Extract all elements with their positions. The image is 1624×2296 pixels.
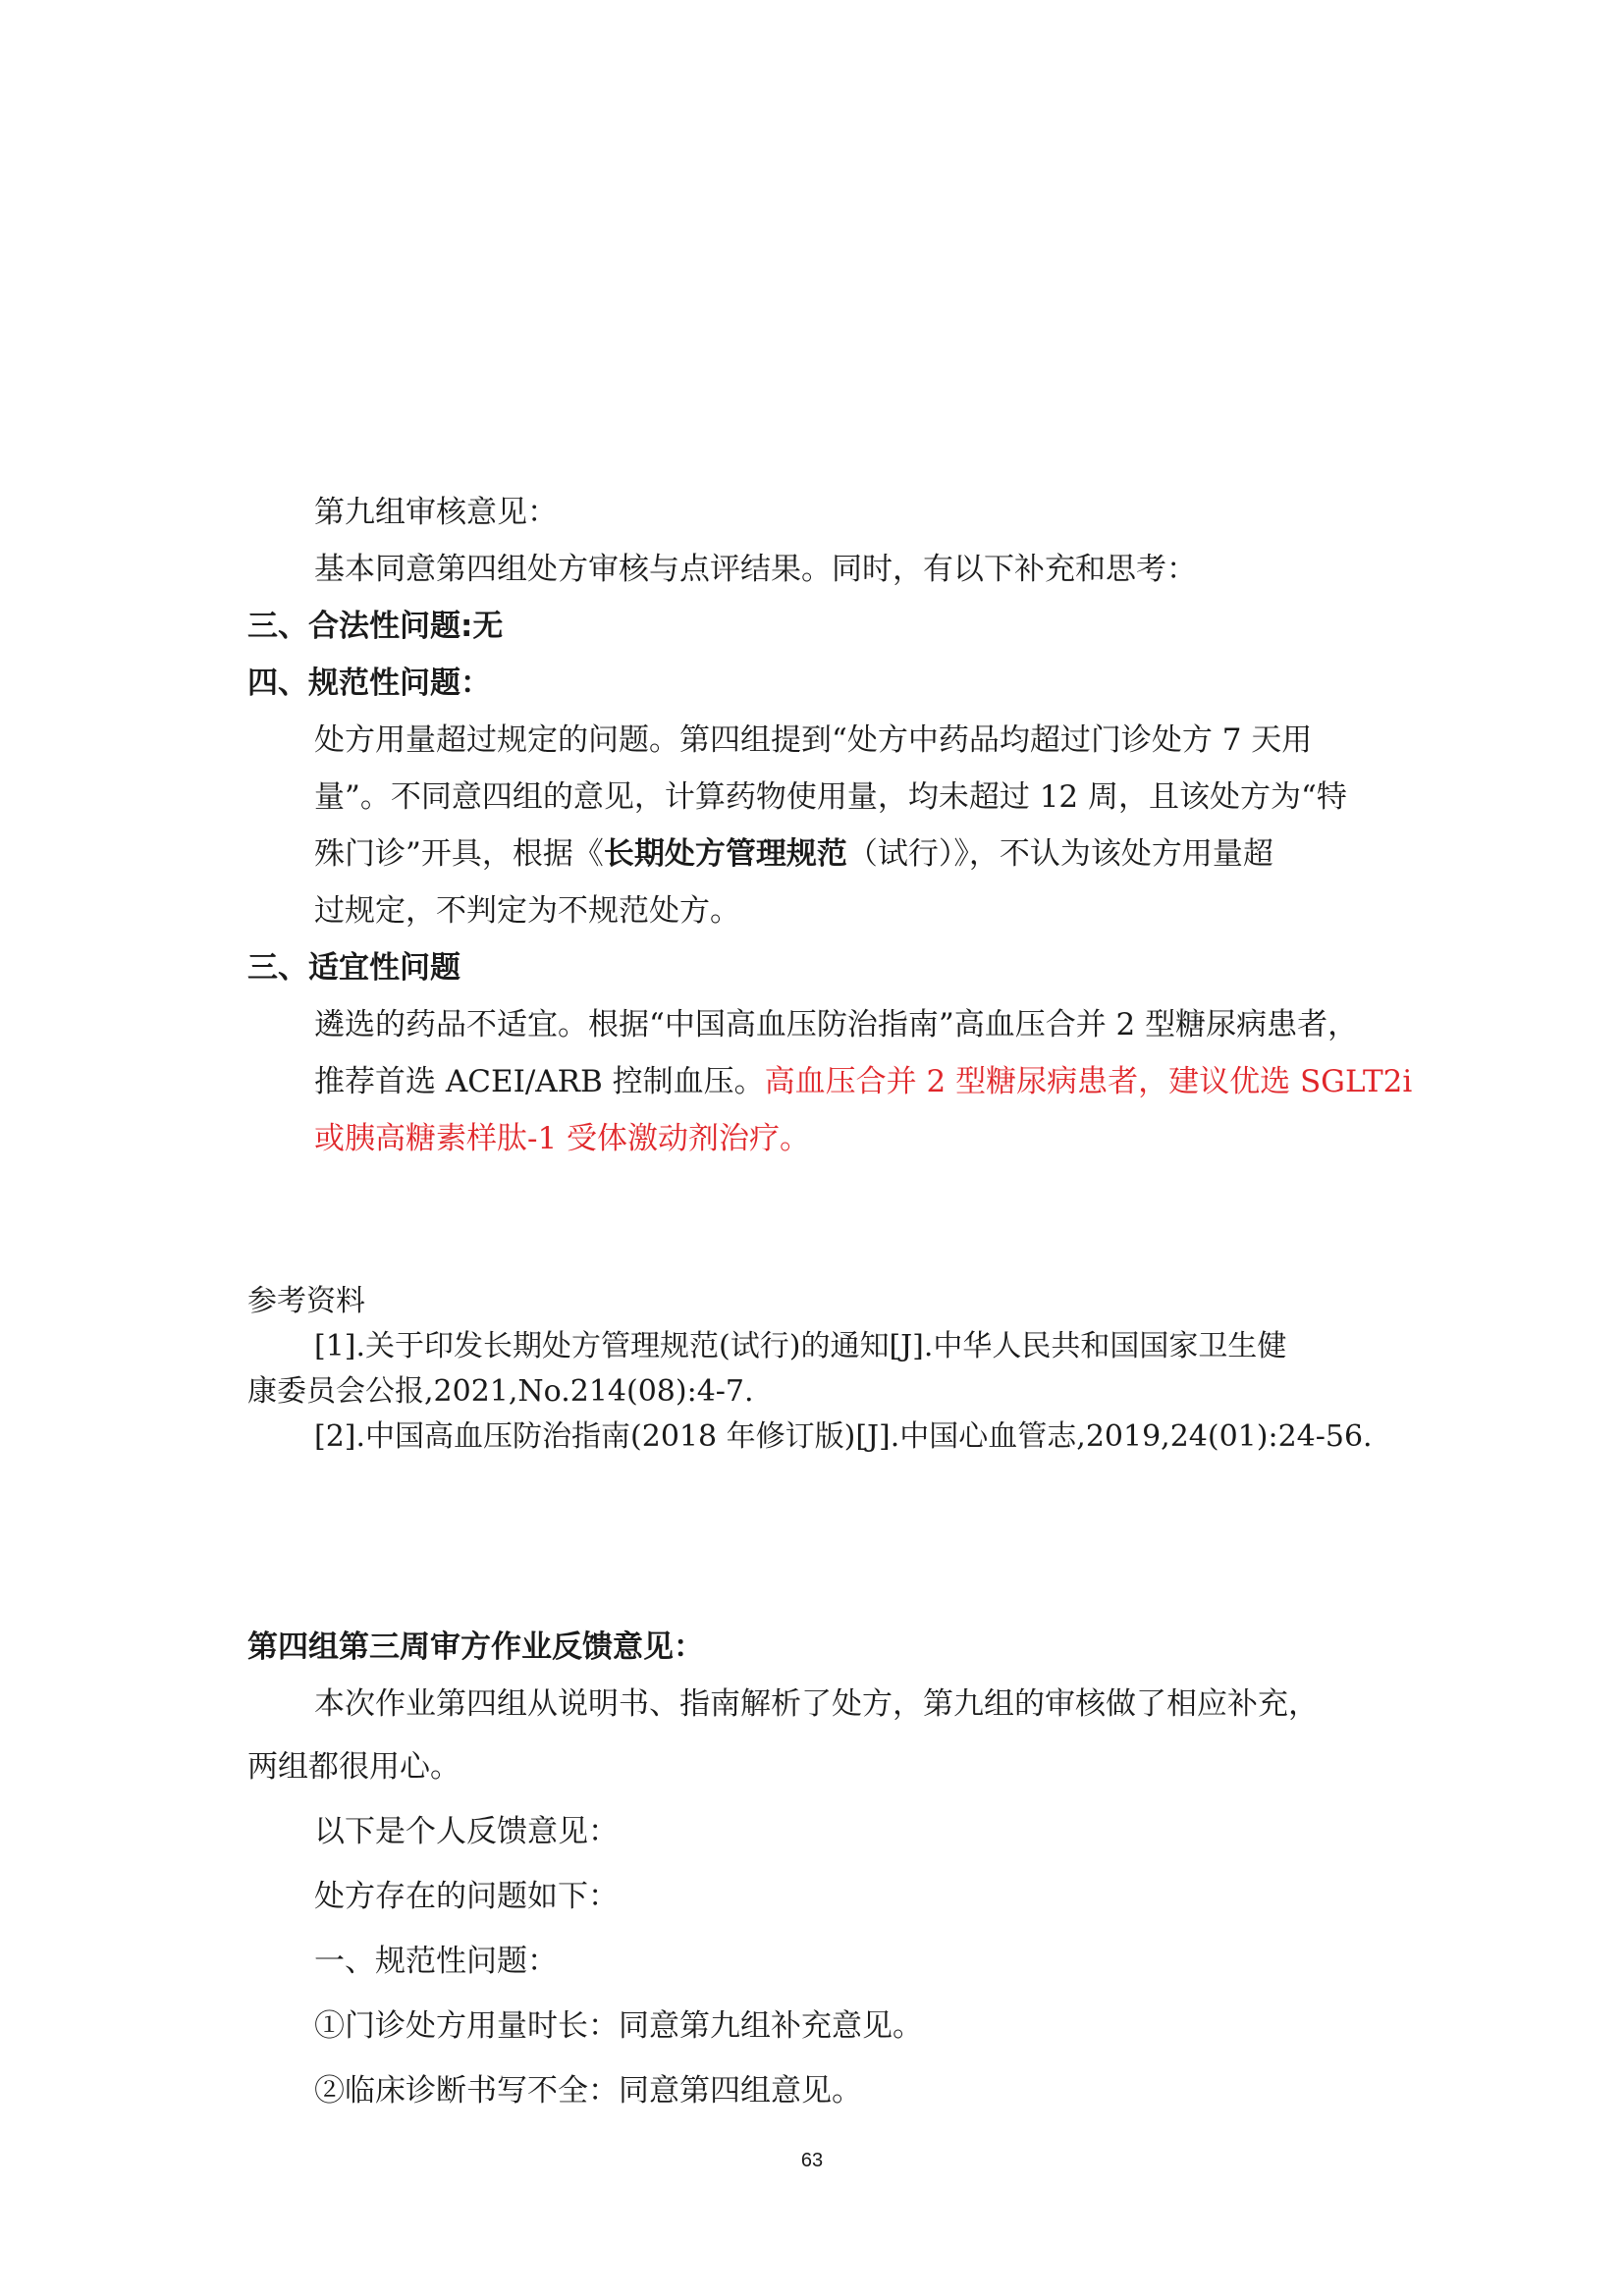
feedback-paragraph: 两组都很用心。: [247, 1749, 460, 1785]
suitability-line3-red: 或胰高糖素样肽-1 受体激动剂治疗。: [314, 1121, 811, 1156]
normativity-line: 过规定，不判定为不规范处方。: [314, 893, 740, 929]
review-intro: 基本同意第四组处方审核与点评结果。同时，有以下补充和思考：: [314, 552, 1197, 587]
problems-intro: 处方存在的问题如下：: [314, 1879, 619, 1914]
normativity-line3-pre: 殊门诊”开具，根据《: [314, 836, 604, 872]
normativity-line: 处方用量超过规定的问题。第四组提到“处方中药品均超过门诊处方 7 天用: [314, 722, 1313, 758]
page-number: 63: [800, 2150, 824, 2171]
normativity-subheading: 一、规范性问题：: [314, 1944, 558, 1979]
personal-feedback: 以下是个人反馈意见：: [314, 1814, 619, 1849]
suitability-heading: 三、适宜性问题: [247, 950, 460, 986]
regulation-name: 长期处方管理规范: [603, 836, 847, 872]
reference-item: [2].中国高血压防治指南(2018 年修订版)[J].中国心血管志,2019,24(01):24-56.: [314, 1419, 1373, 1454]
suitability-line2-black: 推荐首选 ACEI/ARB 控制血压。: [314, 1064, 765, 1099]
feedback-heading: 第四组第三周审方作业反馈意见：: [247, 1629, 704, 1665]
suitability-line2-red: 高血压合并 2 型糖尿病患者，建议优选 SGLT2i: [764, 1064, 1413, 1099]
normativity-line: [314, 834, 1273, 874]
legality-heading: 三、合法性问题:无: [247, 609, 504, 644]
feedback-paragraph: 本次作业第四组从说明书、指南解析了处方，第九组的审核做了相应补充，: [314, 1686, 1319, 1722]
normativity-heading: 四、规范性问题：: [247, 666, 491, 701]
references-title: 参考资料: [247, 1284, 365, 1318]
suitability-line: [314, 1062, 1412, 1101]
reference-item: 康委员会公报,2021,No.214(08):4-7.: [247, 1374, 754, 1409]
reference-item: [1].关于印发长期处方管理规范(试行)的通知[J].中华人民共和国国家卫生健: [314, 1329, 1287, 1363]
problem-item: ①门诊处方用量时长：同意第九组补充意见。: [314, 2008, 923, 2044]
suitability-line: 遴选的药品不适宜。根据“中国高血压防治指南”高血压合并 2 型糖尿病患者，: [314, 1007, 1359, 1042]
normativity-line: 量”。不同意四组的意见，计算药物使用量，均未超过 12 周，且该处方为“特: [314, 779, 1347, 815]
normativity-line3-post: （试行）》，不认为该处方用量超: [846, 836, 1273, 872]
review-heading: 第九组审核意见：: [314, 495, 558, 530]
problem-item: ②临床诊断书写不全：同意第四组意见。: [314, 2073, 862, 2109]
